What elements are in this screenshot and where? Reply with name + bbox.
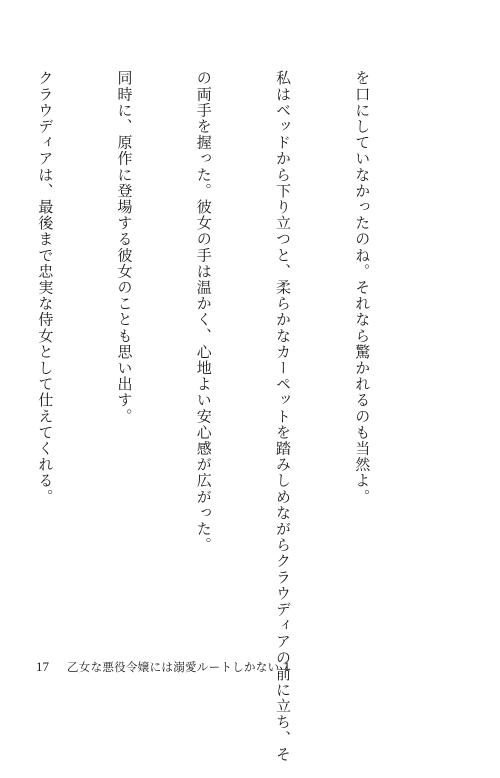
running-title: 乙女な悪役令嬢には溺愛ルートしかない 1: [67, 660, 291, 674]
page-number: 17: [36, 659, 49, 674]
page-footer: [36, 659, 291, 675]
text-line: クラウディアは、最後まで忠実な侍女として仕えてくれる。: [36, 70, 55, 505]
text-line: 私はベッドから下り立つと、柔らかなカーペットを踏みしめながらクラウディアの前に立ち、そ: [273, 70, 292, 763]
text-line: 同時に、原作に登場する彼女のことも思い出す。: [115, 70, 134, 425]
text-line: を口にしていなかったのね。それなら驚かれるのも当然よ。: [353, 70, 372, 505]
text-line: の両手を握った。彼女の手は温かく、心地よい安心感が広がった。: [194, 70, 213, 553]
